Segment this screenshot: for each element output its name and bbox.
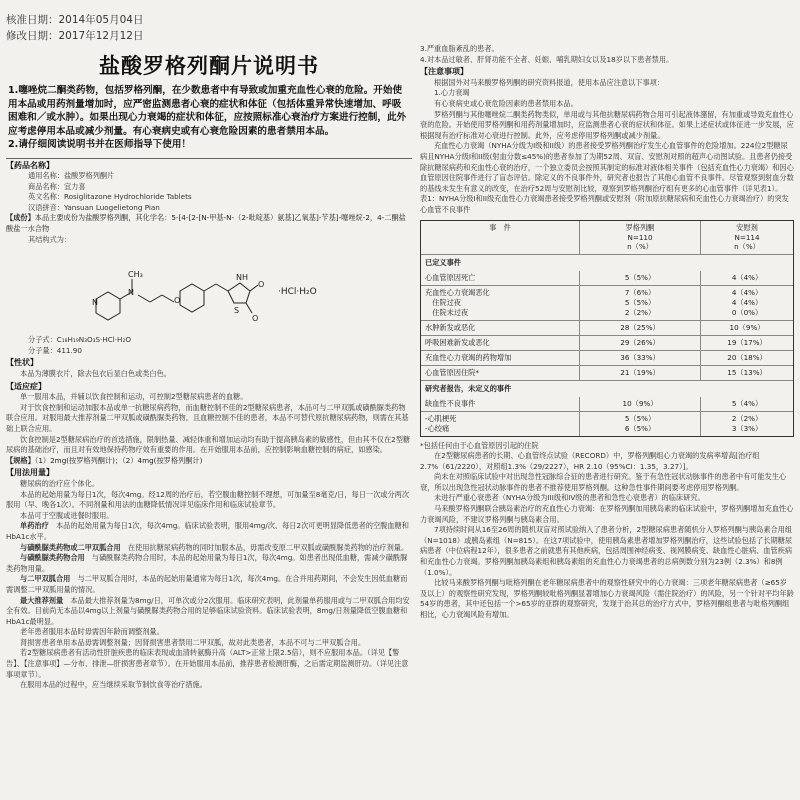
revision-date: 修改日期：2017年12月12日 <box>6 30 144 42</box>
cell-placebo: 2（2%） 3（3%） <box>731 413 763 433</box>
table-row <box>421 285 793 320</box>
svg-text:O: O <box>252 314 259 324</box>
page-title: 盐酸罗格列酮片说明书 <box>99 54 319 78</box>
usage-p3-text: 本品的起始用量为每日1次，每次4mg。临床试验表明，服用4mg/次、每日2次可更明显降低患者的空腹血糖和HbA1c水平。 <box>6 521 409 541</box>
cell-event: -心肌梗死 -心绞痛 <box>421 412 580 436</box>
english-name: 英文名称：Rosiglitazone Hydrochloride Tablets <box>28 192 192 202</box>
usage-p6-text: 与二甲双胍合用时，本品的起始用量通常为每日1次，每次4mg。在合并用药期间，不会发生因低血糖而需调整二甲双胍用量的情况。 <box>6 574 408 594</box>
date-meta <box>6 12 143 44</box>
cell-rosiglitazone: 21（19%） <box>580 366 701 380</box>
boxed-warning: 1.噻唑烷二酮类药物，包括罗格列酮，在少数患者中有导致或加重充血性心衰的危险。开始使用本品或用药剂量增加时，应严密监测患者心衰的症状和体征（包括体重异常快速增加、呼吸困难和／或水肿）。如果出现心力衰竭的症状和体征，应按照标准心衰治疗方案进行控制，此外应考虑停用本品或减少剂量。有心衰病史或有心衰危险因素的患者禁用本品。 2.请仔细阅读说明书并在医师指导下使用！ <box>8 85 407 150</box>
record-paragraph: 在2型糖尿病患者的长期、心血管终点试验（RECORD）中，罗格列酮组心力衰竭的发病率增高[治疗组2.7%（61/2220），对照组1.3%（29/2227），HR 2.10（95%CI：1.35，3.27）]。 <box>420 451 760 471</box>
usage-p2: 本品可于空腹或进餐时服用。 <box>20 510 114 520</box>
cell-placebo: 20（18%） <box>727 352 767 362</box>
section-heading-precautions: 【注意事项】 <box>420 67 468 77</box>
table-row <box>421 365 793 380</box>
trade-name: 商品名称：宜力喜 <box>28 181 86 191</box>
section-heading-indication: 【适应症】 <box>6 381 46 391</box>
section-heading-name: 【药品名称】 <box>6 160 54 170</box>
cell-event: 充血性心力衰竭的药物增加 <box>421 351 580 365</box>
cell-placebo: 10（9%） <box>729 322 765 332</box>
header-event: 事 件 <box>421 221 580 254</box>
svg-text:O: O <box>174 296 181 306</box>
table-row <box>421 320 793 335</box>
cell-event: 心血管原因住院* <box>421 366 580 380</box>
composition <box>6 213 412 234</box>
usage-p4-text: 在使用抗糖尿病药物的同时加服本品，毋需改变原二甲双胍或磺酰脲类药物的治疗剂量。 <box>127 542 409 552</box>
cell-placebo: 4（4%） <box>731 272 763 282</box>
indication-p1: 单一服用本品，并辅以饮食控制和运动，可控制2型糖尿病患者的血糖。 <box>20 392 248 402</box>
table-header <box>421 221 793 254</box>
usage-p7-text: 本品最大推荐剂量为8mg/日，可单次或分2次服用。临床研究表明，此剂量单药服用或与二甲双胍合用均安全有效。目前尚无本品以4mg以上剂量与磺酰脲类药物合用的足够临床试验资料。临床试验表明，8mg/日剂量降低空腹血糖和HbA1c最明显。 <box>6 595 410 626</box>
usage-p5-text: 与磺酰脲类药物合用时，本品的起始用量为每日1次，每次4mg。如患者出现低血糖，需减少磺酰脲类药物用量。 <box>6 553 408 573</box>
table-section-defined: 已定义事件 <box>421 254 793 271</box>
spec-text: （1）2mg(按罗格列酮计)；（2）4mg(按罗格列酮计) <box>34 455 203 465</box>
usage-p3-label: 单药治疗 <box>20 521 49 531</box>
section-heading-spec: 【规格】 <box>6 455 35 465</box>
section-heading-character: 【性状】 <box>6 358 38 368</box>
table-footnote: *包括任何由于心血管原因引起的住院 <box>420 440 539 450</box>
cell-event: 充血性心力衰竭恶化 住院过夜 住院未过夜 <box>421 286 580 320</box>
composition-text: 本品主要成份为盐酸罗格列酮，其化学名：5-[4-[2-[N-甲基-N-（2-吡啶基）氨基]乙氧基]-苄基]-噻唑烷-2，4-二酮盐酸盐一水合物 <box>6 213 406 234</box>
svg-text:N: N <box>128 288 134 298</box>
cell-rosiglitazone: 5（5%） 6（5%） <box>580 412 701 436</box>
table-rows-defined <box>421 271 793 380</box>
precautions-intro: 根据国外对马来酸罗格列酮的研究资料报道，使用本品应注意以下事项： <box>434 77 665 87</box>
pinyin-name: 汉语拼音：Yansuan Luogelietong Pian <box>28 202 160 212</box>
section-heading-composition: 【成份】 <box>6 213 35 223</box>
cell-placebo: 4（4%） 4（4%） 0（0%） <box>731 287 763 317</box>
usage-p7 <box>6 596 412 628</box>
usage-p4-label: 与磺酰脲类药物或二甲双胍合用 <box>20 542 121 552</box>
heart-failure-heading: 1.心力衰竭 <box>434 88 470 98</box>
structure-label: 其结构式为： <box>28 234 72 244</box>
right-column <box>420 44 794 800</box>
usage-p4 <box>6 543 412 554</box>
structural-formula <box>6 247 412 333</box>
usage-p3 <box>6 521 412 542</box>
table-row <box>421 350 793 365</box>
cell-event: 缺血性不良事件 <box>421 397 580 411</box>
indication-p2: 对于饮食控制和运动加服本品或单一抗糖尿病药物，而血糖控制不佳的2型糖尿病患者，本品可与二甲双胍或磺酰脲类药物联合应用。对服用最大推荐剂量二甲双胍或磺酰脲类药物，且血糖控制不佳的患者，本品不可替代原抗糖尿病药物，则需在其基础上联合应用。 <box>6 402 409 433</box>
usage-p8: 老年患者服用本品时毋需因年龄而调整剂量。 <box>20 627 164 637</box>
table-row <box>421 397 793 411</box>
molecular-weight: 分子量：411.90 <box>28 345 82 355</box>
cell-rosiglitazone: 5（5%） <box>580 271 701 285</box>
svg-text:N: N <box>92 298 98 308</box>
spec <box>6 456 412 467</box>
table-section-undefined: 研究者报告，未定义的事件 <box>421 380 793 397</box>
usage-p7-label: 最大推荐剂量 <box>20 595 64 605</box>
usage-p10: 若2型糖尿病患者有活动性肝脏疾患的临床表现或血清转氨酶升高（ALT>正常上限2.5倍），则不应服用本品。（详见【警告】、【注意事项】—分布、排泄—肝损害患者章节）。在开始服用本品前，推荐患者检测肝酶，之后需定期监测肝功。（详见注意事项章节）。 <box>6 648 409 679</box>
heart-failure-p1: 有心衰病史或心衰危险因素的患者禁用本品。 <box>434 98 578 108</box>
section-heading-usage: 【用法用量】 <box>6 468 54 478</box>
cell-event: 水肿新发或恶化 <box>421 321 580 335</box>
heart-failure-p2: 罗格列酮与其他噻唑烷二酮类药物类似，单用或与其他抗糖尿病药物合用可引起液体潴留，有加重或导致充血性心衰的危险。开始使用罗格列酮和用药剂量增加时，应监测患者心衰的症状和体征。如果上述症状或体征进一步发展，应根据现有治疗标准对心衰进行控制。此外，应考虑停用罗格列酮或减少剂量。 <box>420 109 794 140</box>
cell-placebo: 5（4%） <box>731 398 763 408</box>
usage-p5-label: 与磺酰脲类药物合用 <box>20 553 85 563</box>
usage-p11: 在服用本品的过程中，应当继续采取节制饮食等治疗措施。 <box>20 680 207 690</box>
cell-rosiglitazone: 10（9%） <box>580 397 701 411</box>
character-text: 本品为薄膜衣片，除去包衣后显白色或类白色。 <box>20 369 171 379</box>
table-caption: 表1：NYHA分级I和II级充血性心力衰竭患者接受罗格列酮或安慰剂（附加原抗糖尿病和充血性心力衰竭治疗）的突发心血管不良事件 <box>420 194 789 214</box>
svg-text:NH: NH <box>236 273 248 283</box>
indication-p3: 饮食控制是2型糖尿病治疗的首选措施，限制热量、减轻体重和增加运动均有助于提高胰岛素的敏感性，但由其不仅在2型糖尿病的基础治疗，而且对有效地保持药物疗效有重要的作用。在开始服用本品前，应控制影响血糖控制的病症，如感染。 <box>6 434 411 455</box>
cell-placebo: 19（17%） <box>727 337 767 347</box>
header-placebo: 安慰剂 N=114 n（%） <box>734 222 760 251</box>
cell-placebo: 15（13%） <box>727 367 767 377</box>
approval-date: 核准日期：2014年05月04日 <box>6 14 144 26</box>
contra-item-4: 4.对本品过敏者、肝肾功能不全者、妊娠、哺乳期妇女以及18岁以下患者禁用。 <box>420 54 674 64</box>
usage-p1: 本品的起始用量为每日1次，每次4mg。经12周的治疗后，若空腹血糖控制不理想，可加量至8毫克/日，每日一次或分两次服用（早、晚各1次）。不同剂量和用法的血糖降低情况详见临床作用和临床试验章节。 <box>6 489 410 510</box>
table-row <box>421 335 793 350</box>
svg-text:O: O <box>258 280 265 290</box>
cell-rosiglitazone: 7（6%） 5（5%） 2（2%） <box>580 286 701 320</box>
svg-text:S: S <box>234 306 240 316</box>
left-column <box>6 48 412 800</box>
salt-label: ·HCl·H₂O <box>278 287 317 298</box>
compare-paragraph: 比较马来酸罗格列酮与吡格列酮在老年糖尿病患者中的观察性研究中的心力衰竭：三项老年糖尿病患者（≥65岁及以上）的观察性研究发现，罗格列酮较吡格列酮显著增加心力衰竭风险（需住院治疗）的风险，另一个针对平均年龄54岁的患者，其中还包括一个>65岁的亚群的观察研究，发现于治其总的治疗方式中，罗格列酮组患者与吡格列酮组相比，心力衰竭风险有增加。 <box>420 578 794 619</box>
usage-p9: 肾损害患者单用本品毋需调整剂量；因肾损害患者禁用二甲双胍，故对此类患者，本品不可与二甲双胍合用。 <box>20 637 366 647</box>
table-row <box>421 271 793 285</box>
usage-p6-label: 与二甲双胍合用 <box>20 574 71 584</box>
acs-paragraph: 尚未在对照临床试验中对出现急性冠脉综合征的患者进行研究。鉴于有急性冠状动脉事件的患者中有可能发生心衰，所以出现急性冠状动脉事件的患者不推荐使用罗格列酮。这种急性事件期间要考虑停用罗格列酮。 <box>420 472 787 492</box>
usage-p0: 糖尿病的治疗应个体化。 <box>20 478 100 488</box>
heart-failure-p3: 充血性心力衰竭（NYHA分级为I级和II级）的患者接受罗格列酮治疗发生心血管事件的危险增加。224位2型糖尿病且NYHA分级I和II级(射血分数≤45%)的患者参加了为期52周、双盲、安慰剂对照的超声心动图试验。且患者仍接受除抗糖尿病药和充血性心衰的治疗，一个独立委员会按照其制定的标准对液体相关事件（包括充血性心力衰竭）和因心血管原因住院事件进行了盲态评估。除定义的不良事件外，研究者也报告了其他心血管不良事件。尽管观察到射血分数的基线未发生有意义的改变，在治疗52周与安慰剂比较，观察到罗格列酮治疗组有更多的心血管事件（详见表1）。 <box>420 141 794 193</box>
divider <box>6 158 412 159</box>
cell-rosiglitazone: 28（25%） <box>580 321 701 335</box>
adverse-events-table <box>420 220 794 437</box>
svg-text:CH₃: CH₃ <box>128 270 143 280</box>
header-rosiglitazone: 罗格列酮 N=110 n（%） <box>580 221 701 254</box>
molecular-formula: 分子式：C₁₈H₁₉N₃O₃S·HCl·H₂O <box>28 335 131 345</box>
cell-event: 呼吸困难新发或恶化 <box>421 336 580 350</box>
usage-p5 <box>6 553 412 574</box>
cell-rosiglitazone: 36（33%） <box>580 351 701 365</box>
cell-event: 心血管原因死亡 <box>421 271 580 285</box>
contra-item-3: 3.严重血脂紊乱的患者。 <box>420 44 499 53</box>
cell-rosiglitazone: 29（26%） <box>580 336 701 350</box>
usage-p6 <box>6 574 412 595</box>
trial-paragraph: 7项持续时间从16至26周的随机双盲对照试验纳入了患者分析，2型糖尿病患者随机分入罗格列酮与胰岛素合用组（N=1018）或胰岛素组（N=815）。在这7项试验中，使用胰岛素患者增加罗格列酮治疗，这些试验包括了长期糖尿病患者（中位病程12年），很多患者之前就患有其他疾病，包括周围神经病变、视网膜病变、缺血性心脏病、血管疾病和充血性心力衰竭。罗格列酮加胰岛素组和胰岛素组的充血性心力衰竭患者的总病例数分别为23例（2.3%）和8例（1.0%）。 <box>420 525 793 577</box>
nyha-paragraph: 未进行严重心衰患者（NYHA分级为III级和IV级的患者和急性心衰患者）的临床研究。 <box>434 493 705 503</box>
table-rows-undefined <box>421 397 793 436</box>
insulin-paragraph: 马来酸罗格列酮联合胰岛素治疗的充血性心力衰竭：在罗格列酮加用胰岛素的临床试验中，罗格列酮增加充血性心力衰竭风险，不建议罗格列酮与胰岛素合用。 <box>420 504 794 524</box>
generic-name: 通用名称：盐酸罗格列酮片 <box>28 171 115 181</box>
table-row <box>421 411 793 436</box>
